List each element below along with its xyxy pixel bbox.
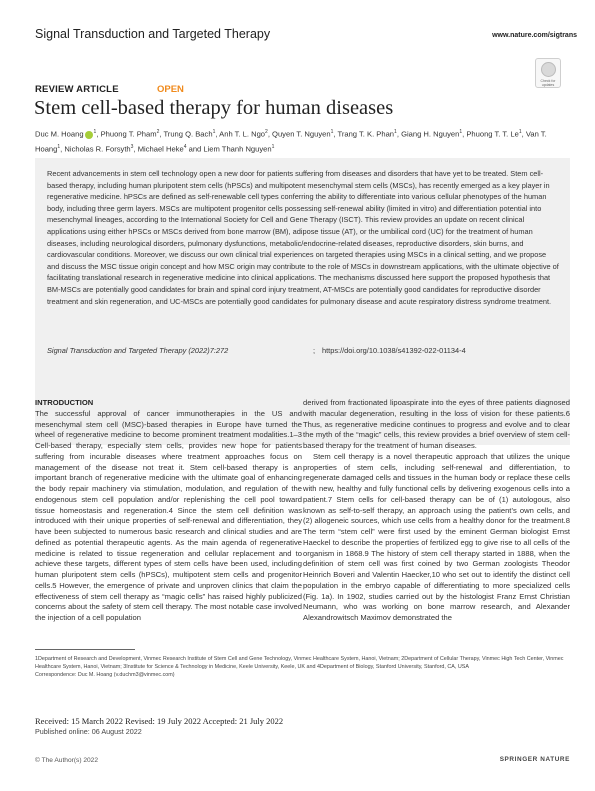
- author-name[interactable]: Nicholas R. Forsyth: [64, 144, 131, 154]
- abstract-text: Recent advancements in stem cell technology open a new door for patients suffering from diseases and disorders that have yet to be treated. Stem cell-based therapy, including human pluripotent stem cells (hPSCs) and multipotent mesenchymal stem cells (MSCs), has recently emerged as a key player in regenerative medicine. hPSCs are defined as self-renewable cell types conferring the ability to differentiate into various cellular phenotypes of the human body, including three germ layers. MSCs are multipotent progenitor cells possessing self-renewal ability (limited in vitro) and differentiation potential into mesenchymal lineages, according to the International Society for Cell and Gene Therapy (ISCT). This review provides an update on recent clinical applications using either hPSCs or MSCs derived from bone marrow (BM), adipose tissue (AT), or the umbilical cord (UC) for the treatment of human diseases, including neurological disorders, pulmonary dysfunctions, metabolic/endocrine-related diseases, reproductive disorders, skin burns, and cardiovascular conditions. Moreover, we discuss our own clinical trial experiences on targeted therapies using MSCs in a clinical setting, and we propose and discuss the MSC tissue origin concept and how MSC origin may contribute to the role of MSCs in downstream applications, with the ultimate objective of facilitating translational research in regenerative medicine into clinical applications. The mechanisms discussed here support the proposed hypothesis that BM-MSCs are potentially good candidates for brain and spinal cord injury treatment, AT-MSCs are potentially good candidates for reproductive disorder treatment and skin regeneration, and UC-MSCs are potentially good candidates for pulmonary disease and acute respiratory distress syndrome treatment.: [47, 169, 559, 306]
- body-paragraph: The successful approval of cancer immunotherapies in the US and mesenchymal stem cell (MSC)-based therapies in Europe have turned the wheel of regenerative medicine to become prominent treatment modalities.1–3 Cell-based therapy, especially stem cells, provides new hope for patients suffering from incurable diseases where treatment approaches focus on management of the disease not treat it. Stem cell-based therapy is an important branch of regenerative medicine with the ultimate goal of enhancing the body repair machinery via stimulation, modulation, and regulation of the endogenous stem cell population and/or replenishing the cell pool toward tissue homeostasis and regeneration.4 Since the stem cell definition was introduced with their unique properties of self-renewal and differentiation, they have been subjected to numerous basic research and clinical studies and are defined as potential therapeutic agents. As the main agenda of regenerative medicine is related to tissue regeneration and cellular replacement and to achieve these targets, different types of stem cells have been used, including human pluripotent stem cells (hPSCs), multipotent stem cells and progenitor cells.5 However, the emergence of private and unproven clinics that claim the effectiveness of stem cell therapy as “magic cells” has raised highly publicized concerns about the safety of stem cell therapy. The most notable case involved the injection of a cell population: [35, 408, 302, 622]
- author-affiliation-number: 3: [130, 143, 134, 150]
- orcid-icon[interactable]: [85, 131, 93, 139]
- author-affiliation-number: 4: [183, 143, 187, 150]
- check-for-updates-label: Check for updates: [540, 79, 556, 87]
- open-access-label: OPEN: [157, 84, 184, 95]
- author-name[interactable]: Michael Heke: [137, 144, 184, 154]
- body-paragraph: Stem cell therapy is a novel therapeutic approach that utilizes the unique properties of stem cells, including self-renewal and differentiation, to regenerate damaged cells and tissues in the human body or replace these cells with new, healthy and fully functional cells by delivering exogenous cells into a patient.7 Stem cells for cell-based therapy can be of (1) autologous, also known as self-to-self therapy, an approach using the patient’s own cells, and (2) allogeneic sources, which use cells from a healthy donor for the treatment.8 The term “stem cell” were first used by the eminent German biologist Ernst Haeckel to describe the properties of fertilized egg to give rise to all cells of the organism in 1868.9 The history of stem cell therapy started in 1888, when the definition of stem cell was first coined by two German zoologists Theodor Heinrich Boveri and Valentin Haecker,10 who set out to identify the distinct cell population in the embryo capable of differentiating to more specialized cells (Fig. 1a). In 1902, studies carried out by the histologist Franz Ernst Christian Neumann, who was working on bone marrow research, and Alexander Alexandrowitsch Maximov demonstrated the: [303, 451, 570, 622]
- author-affiliation-number: 1: [459, 129, 463, 135]
- author-name[interactable]: Van T. Hoang: [35, 129, 547, 154]
- author-name[interactable]: Anh T. L. Ngo: [219, 129, 266, 139]
- body-paragraph: derived from fractionated lipoaspirate into the eyes of three patients diagnosed with macular degeneration, resulting in the loss of vision for these patients.6 Thus, as regenerative medicine continues to progress and evolve and to clear the myth of the “magic” cells, this review provides a brief overview of stem cell-based therapy for the treatment of human diseases.: [303, 398, 570, 450]
- published-date: Published online: 06 August 2022: [35, 727, 142, 736]
- author-affiliation-number: 2: [156, 129, 160, 135]
- section-heading-introduction: INTRODUCTION: [35, 398, 94, 407]
- footnote-divider: [35, 649, 135, 650]
- author-affiliation-number: 1: [394, 129, 397, 135]
- check-for-updates-badge[interactable]: [535, 58, 561, 88]
- author-affiliation-number: 1: [57, 143, 61, 150]
- affiliation-text: 1Department of Research and Development, Vinmec Research Institute of Stem Cell and Gene Technology, Vinmec Healthcare System, Hanoi, Vietnam; 2Department of Cellular Therapy, Vinmec High Tech Center, Vinmec Healthcare System, Hanoi, Vietnam; 3Institute for Science & Technology in Medicine, Keele University, Keele, UK and 4Department of Biology, Stanford University, Stanford, CA, USA: [35, 656, 564, 670]
- author-affiliation-number: 1: [271, 143, 275, 150]
- journal-url[interactable]: www.nature.com/sigtrans: [492, 32, 577, 39]
- article-type: REVIEW ARTICLE: [35, 84, 119, 95]
- left-column: [35, 398, 302, 624]
- author-affiliation-number: 1: [93, 129, 97, 135]
- author-name[interactable]: Giang H. Nguyen: [401, 129, 460, 139]
- author-name[interactable]: Duc M. Hoang: [35, 129, 84, 139]
- right-column: [303, 398, 570, 624]
- citation-separator: ;: [313, 346, 316, 355]
- publisher-logo: SPRINGER NATURE: [499, 756, 570, 763]
- author-name[interactable]: Trung Q. Bach: [163, 129, 213, 139]
- update-icon: [541, 62, 556, 77]
- citation: Signal Transduction and Targeted Therapy (2022)7:272: [47, 346, 229, 355]
- author-affiliation-number: 2: [265, 129, 268, 135]
- doi-link[interactable]: https://doi.org/10.1038/s41392-022-01134-4: [322, 346, 466, 355]
- author-name[interactable]: Phuong T. Pham: [100, 129, 157, 139]
- author-name[interactable]: Phuong T. T. Le: [466, 129, 519, 139]
- article-title: Stem cell-based therapy for human diseases: [34, 97, 394, 119]
- article-dates: Received: 15 March 2022 Revised: 19 July 2022 Accepted: 21 July 2022: [35, 716, 284, 726]
- author-affiliation-number: 1: [212, 129, 216, 135]
- correspondence: Correspondence: Duc M. Hoang (v.duchm3@vinmec.com): [35, 672, 175, 678]
- author-name[interactable]: Liem Thanh Nguyen: [203, 144, 272, 154]
- affiliations: [35, 655, 575, 679]
- journal-name: Signal Transduction and Targeted Therapy: [35, 27, 271, 41]
- copyright: © The Author(s) 2022: [35, 757, 99, 764]
- author-affiliation-number: 1: [330, 129, 334, 135]
- author-list: Duc M. Hoang $^1$, Phuong T. Pham$^2$, Trung Q. Bach$^1$, Anh T. L. Ngo$^2$, Quyen T. Nguyen$^1$, Trang T. K. Phan$^1$, Giang H. Nguyen$^1$, Phuong T. T. Le$^1$, Van T. Hoang$^1$, Nicholas R. Forsyth$^3$, Michael Heke$^4$ and Liem Thanh Nguyen$^1$: [35, 129, 547, 154]
- author-name[interactable]: Trang T. K. Phan: [337, 129, 395, 139]
- author-affiliation-number: 1: [518, 129, 522, 135]
- author-name[interactable]: Quyen T. Nguyen: [272, 129, 331, 139]
